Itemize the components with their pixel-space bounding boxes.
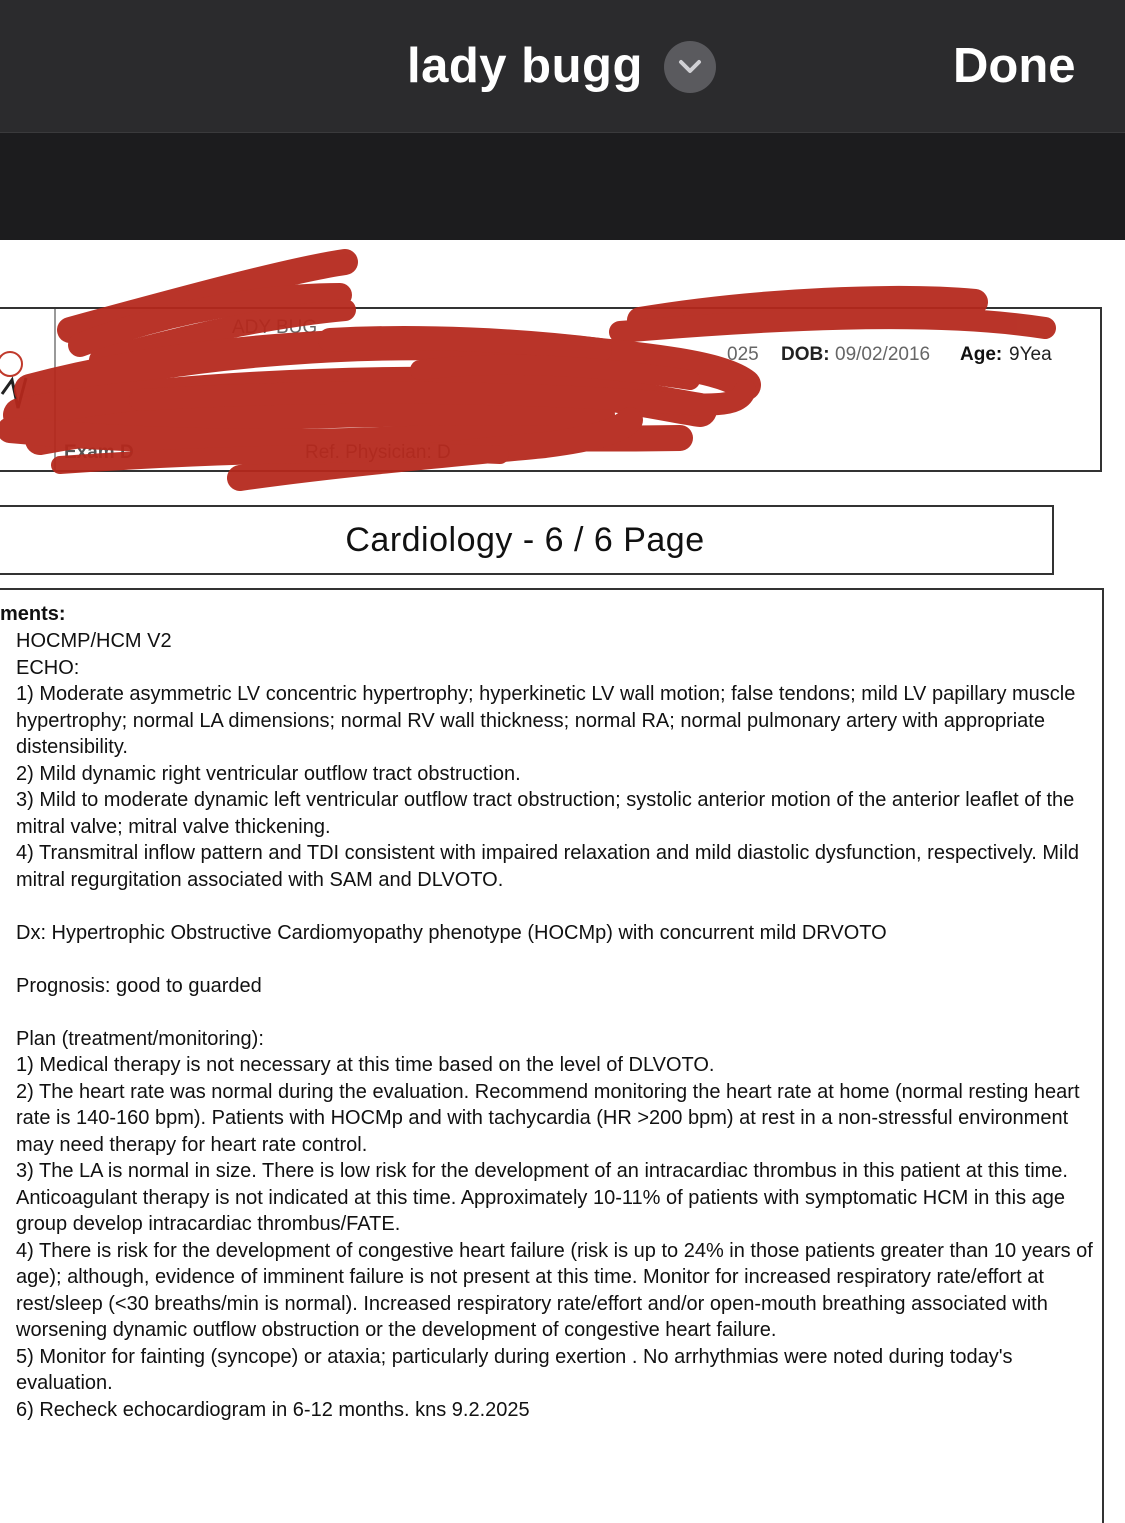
blank-line	[16, 893, 1096, 920]
redaction-scribble	[0, 240, 1125, 500]
report-line: 6) Recheck echocardiogram in 6-12 months. kns 9.2.2025	[16, 1398, 530, 1421]
age-label: Age:	[960, 344, 1003, 365]
page-indicator-label: Cardiology - 6 / 6 Page	[345, 520, 705, 559]
dob-label: DOB:	[781, 344, 830, 365]
blank-line	[16, 999, 1096, 1026]
report-line: 3) The LA is normal in size. There is low risk for the development of an intracardiac thrombus in this patient at this time. Anticoagulant therapy is not indicated at this time. Approximately 10-11% of patients with symptomatic HCM in this age group develop intracardiac thrombus/FATE.	[16, 1160, 1068, 1235]
header-id-fragment: 025	[727, 344, 759, 365]
report-line: 2) The heart rate was normal during the evaluation. Recommend monitoring the heart rate at home (normal resting heart rate is 140-160 bpm). Patients with HOCMp and with tachycardia (HR >200 bpm) at rest in a non-stressful environment may need therapy for heart rate control.	[16, 1080, 1080, 1156]
report-line: 5) Monitor for fainting (syncope) or ataxia; particularly during exertion . No arrhythmias were noted during today's evaluation.	[16, 1345, 1013, 1394]
report-line: 3) Mild to moderate dynamic left ventricular outflow tract obstruction; systolic anterior motion of the anterior leaflet of the mitral valve; mitral valve thickening.	[16, 789, 1075, 838]
section-heading: ments:	[0, 603, 66, 625]
report-content	[16, 628, 1096, 1423]
report-line: Plan (treatment/monitoring):	[16, 1027, 264, 1050]
toolbar-area	[0, 133, 1125, 240]
report-line: 4) There is risk for the development of congestive heart failure (risk is up to 24% in those patients greater than 10 years of age); although, evidence of imminent failure is not present at this time. Monitor for increased respiratory rate/effort at rest/sleep (<30 breaths/min is normal). Increased respiratory rate/effort and/or open-mouth breathing associated with worsening dynamic outflow obstruction or the development of congestive heart failure.	[16, 1239, 1093, 1341]
report-line: Prognosis: good to guarded	[16, 974, 262, 997]
report-line: 1) Moderate asymmetric LV concentric hypertrophy; hyperkinetic LV wall motion; false tendons; mild LV papillary muscle hypertrophy; normal LA dimensions; normal RV wall thickness; normal RA; normal pulmonary artery with appropriate distensibility.	[16, 683, 1076, 758]
blank-line	[16, 946, 1096, 973]
document-page[interactable]	[0, 240, 1125, 1523]
report-line: 4) Transmitral inflow pattern and TDI consistent with impaired relaxation and mild diastolic dysfunction, respectively. Mild mitral regurgitation associated with SAM and DLVOTO.	[16, 842, 1080, 891]
ref-physician-fragment: Ref. Physician: D	[305, 442, 451, 463]
top-nav-bar	[0, 0, 1125, 133]
header-name-fragment: ADY BUG	[232, 317, 318, 338]
report-line: Dx: Hypertrophic Obstructive Cardiomyopathy phenotype (HOCMp) with concurrent mild DRVOTO	[16, 921, 887, 944]
dob-value: 09/02/2016	[835, 344, 931, 365]
title-menu-button[interactable]	[664, 41, 716, 93]
chevron-down-icon	[677, 59, 703, 75]
exam-date-fragment: Exam D	[64, 442, 134, 463]
document-title[interactable]: lady bugg	[407, 39, 643, 93]
page-indicator-box	[0, 505, 1054, 575]
report-line: 1) Medical therapy is not necessary at this time based on the level of DLVOTO.	[16, 1054, 715, 1076]
report-line: 2) Mild dynamic right ventricular outflow tract obstruction.	[16, 762, 521, 785]
report-line: ECHO:	[16, 656, 80, 679]
age-value: 9Yea	[1009, 344, 1052, 365]
report-line: HOCMP/HCM V2	[16, 630, 172, 652]
done-button[interactable]: Done	[953, 39, 1076, 93]
